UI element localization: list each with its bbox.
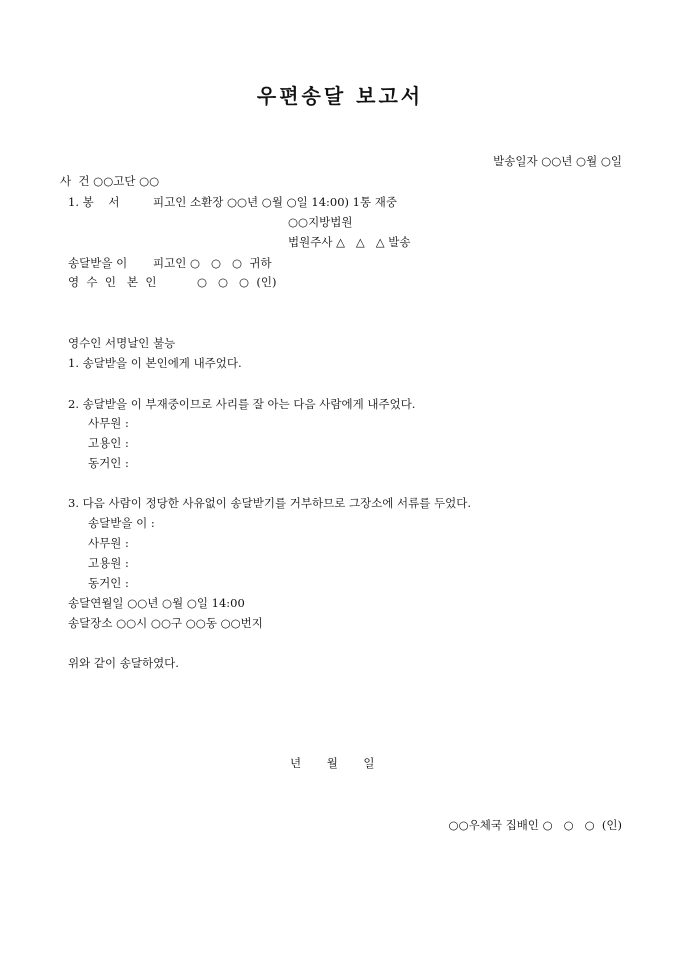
recipient-label: 송달받을 이	[68, 256, 128, 270]
option-1: 1. 송달받을 이 본인에게 내주었다.	[68, 356, 242, 370]
receiver-label: 영 수 인 본 인	[68, 275, 157, 289]
signer-line: ○○우체국 집배인 ○ ○ ○ (인)	[448, 818, 622, 832]
closing-statement: 위와 같이 송달하였다.	[68, 656, 179, 670]
delivery-place: 송달장소 ○○시 ○○구 ○○동 ○○번지	[68, 616, 263, 630]
date-footer: 년 월 일	[290, 756, 375, 770]
option-2-cohabitant: 동거인 :	[88, 456, 129, 470]
option-3-cohabitant: 동거인 :	[88, 576, 129, 590]
option-2: 2. 송달받을 이 부재중이므로 사리를 잘 아는 다음 사람에게 내주었다.	[68, 397, 416, 411]
sealed-line-3: 법원주사 △ △ △ 발송	[288, 235, 411, 249]
unable-sign-heading: 영수인 서명날인 불능	[68, 336, 176, 350]
recipient-value: 피고인 ○ ○ ○ 귀하	[153, 256, 272, 270]
send-date: 발송일자 ○○년 ○월 ○일	[493, 154, 622, 168]
option-3: 3. 다음 사람이 정당한 사유없이 송달받기를 거부하므로 그장소에 서류를 두었다.	[68, 496, 472, 510]
sealed-line-1: 피고인 소환장 ○○년 ○월 ○일 14:00) 1통 재중	[153, 195, 397, 209]
document-title: 우편송달 보고서	[256, 84, 424, 108]
option-2-clerk: 사무원 :	[88, 416, 129, 430]
option-3-clerk: 사무원 :	[88, 536, 129, 550]
sealed-line-2: ○○지방법원	[288, 215, 353, 229]
option-3-employee: 고용원 :	[88, 556, 129, 570]
receiver-value: ○ ○ ○ (인)	[197, 275, 277, 289]
delivery-datetime: 송달연월일 ○○년 ○월 ○일 14:00	[68, 596, 245, 610]
option-2-employee: 고용인 :	[88, 436, 129, 450]
option-3-recipient: 송달받을 이 :	[88, 516, 155, 530]
sealed-label: 1. 봉 서	[68, 195, 120, 209]
case-line: 사 건 ○○고단 ○○	[60, 174, 160, 188]
